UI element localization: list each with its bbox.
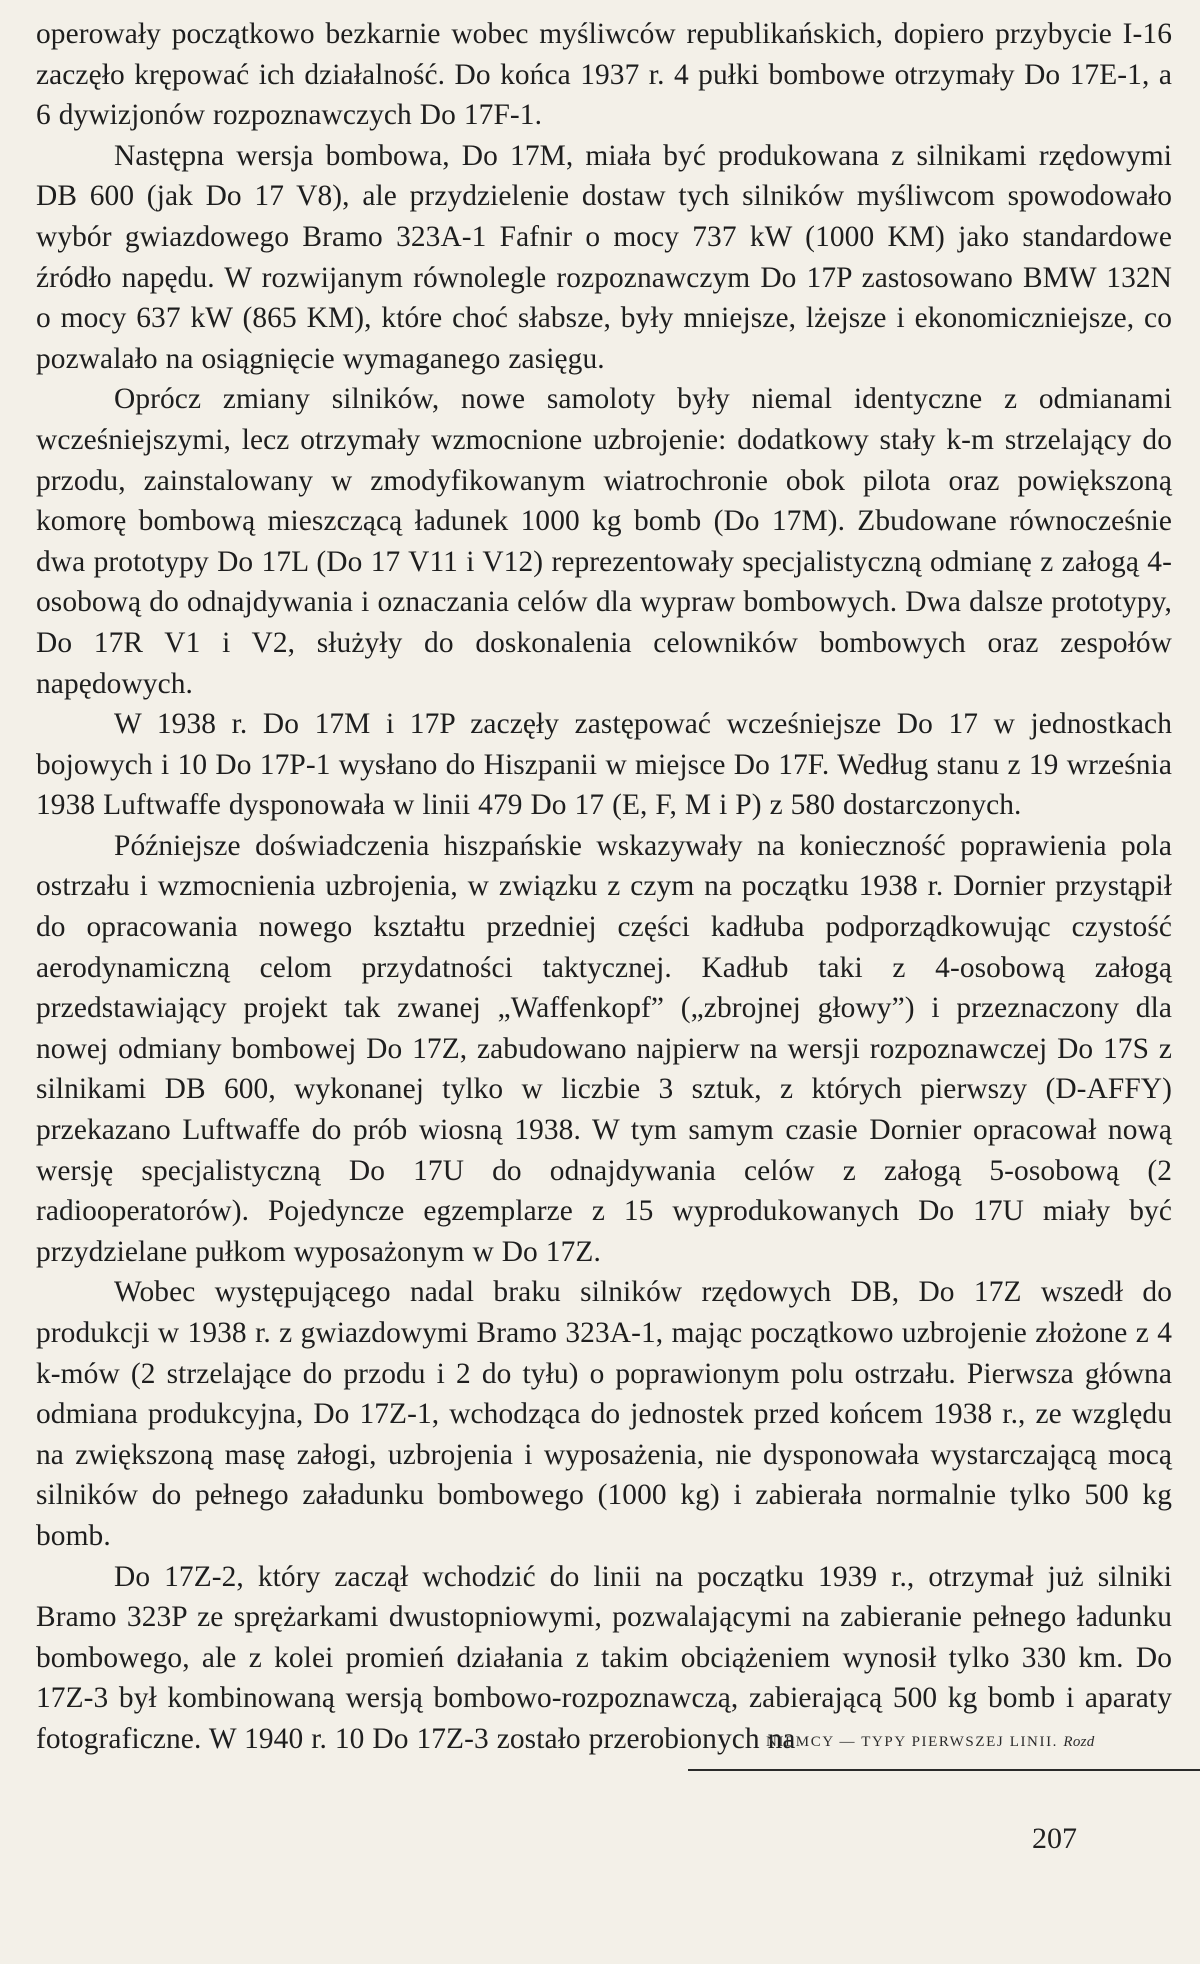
paragraph-2: Następna wersja bombowa, Do 17M, miała być produkowana z silnikami rzędowymi DB 600 (jak Do 17 V8), ale przydzielenie dostaw tych silników myśliwcom spowodowało wybór gwiazdowego Bramo 323A-1 Fafnir o mocy 737 kW (1000 KM) jako standardowe źródło napędu. W rozwijanym równolegle rozpoznawczym Do 17P zastosowano BMW 132N o mocy 637 kW (865 KM), które choć słabsze, były mniejsze, lżejsze i ekonomiczniejsze, co pozwalało na osiągnięcie wymaganego zasięgu.	[36, 139, 1172, 375]
paragraph-6: Wobec występującego nadal braku silników rzędowych DB, Do 17Z wszedł do produkcji w 1938 r. z gwiazdowymi Bramo 323A-1, mając początkowo uzbrojenie złożone z 4 k-mów (2 strzelające do przodu i 2 do tyłu) o poprawionym polu ostrzału. Pierwsza główna odmiana produkcyjna, Do 17Z-1, wchodząca do jednostek przed końcem 1938 r., ze względu na zwiększoną masę załogi, uzbrojenia i wyposażenia, nie dysponowała wystarczającą mocą silników do pełnego załadunku bombowego (1000 kg) i zabierała normalnie tylko 500 kg bomb.	[36, 1276, 1172, 1552]
running-head	[766, 1734, 1200, 1751]
footer-rule	[688, 1769, 1200, 1771]
paragraph-1: operowały początkowo bezkarnie wobec myśliwców republikańskich, dopiero przybycie I-16 zaczęło krępować ich działalność. Do końca 1937 r. 4 pułki bombowe otrzymały Do 17E-1, a 6 dywizjonów rozpoznawczych Do 17F-1.	[36, 18, 1172, 132]
page-number: 207	[1032, 1822, 1077, 1855]
paragraph-5: Późniejsze doświadczenia hiszpańskie wskazywały na konieczność poprawienia pola ostrzału i wzmocnienia uzbrojenia, w związku z czym na początku 1938 r. Dornier przystąpił do opracowania nowego kształtu przedniej części kadłuba podporządkowując czystość aerodynamiczną celom przydatności taktycznej. Kadłub taki z 4-osobową załogą przedstawiający projekt tak zwanej „Waffenkopf” („zbrojnej głowy”) i przeznaczony dla nowej odmiany bombowej Do 17Z, zabudowano najpierw na wersji rozpoznawczej Do 17S z silnikami DB 600, wykonanej tylko w liczbie 3 sztuk, z których pierwszy (D-AFFY) przekazano Luftwaffe do prób wiosną 1938. W tym samym czasie Dornier opracował nową wersję specjalistyczną Do 17U do odnajdywania celów z załogą 5-osobową (2 radiooperatorów). Pojedyncze egzemplarze z 15 wyprodukowanych Do 17U miały być przydzielane pułkom wyposażonym w Do 17Z.	[36, 829, 1172, 1268]
body-text	[36, 14, 1172, 1760]
paragraph-4: W 1938 r. Do 17M i 17P zaczęły zastępować wcześniejsze Do 17 w jednostkach bojowych i 10 Do 17P-1 wysłano do Hiszpanii w miejsce Do 17F. Według stanu z 19 września 1938 Luftwaffe dysponowała w linii 479 Do 17 (E, F, M i P) z 580 dostarczonych.	[36, 708, 1172, 822]
running-head-title: NIEMCY — TYPY PIERWSZEJ LINII.	[766, 1734, 1059, 1750]
paragraph-3: Oprócz zmiany silników, nowe samoloty były niemal identyczne z odmianami wcześniejszymi, lecz otrzymały wzmocnione uzbrojenie: dodatkowy stały k-m strzelający do przodu, zainstalowany w zmodyfikowanym wiatrochronie obok pilota oraz powiększoną komorę bombową mieszczącą ładunek 1000 kg bomb (Do 17M). Zbudowane równocześnie dwa prototypy Do 17L (Do 17 V11 i V12) reprezentowały specjalistyczną odmianę z załogą 4-osobową do odnajdywania i oznaczania celów dla wypraw bombowych. Dwa dalsze prototypy, Do 17R V1 i V2, służyły do doskonalenia celowników bombowych oraz zespołów napędowych.	[36, 383, 1172, 700]
paragraph-7: Do 17Z-2, który zaczął wchodzić do linii na początku 1939 r., otrzymał już silniki Bramo 323P ze sprężarkami dwustopniowymi, pozwalającymi na zabieranie pełnego ładunku bombowego, ale z kolei promień działania z takim obciążeniem wynosił tylko 330 km. Do 17Z-3 był kombinowaną wersją bombowo-rozpoznawczą, zabierającą 500 kg bomb i aparaty fotograficzne. W 1940 r. 10 Do 17Z-3 zostało przerobionych na	[36, 1560, 1172, 1755]
running-head-chapter: Rozd	[1063, 1734, 1095, 1750]
